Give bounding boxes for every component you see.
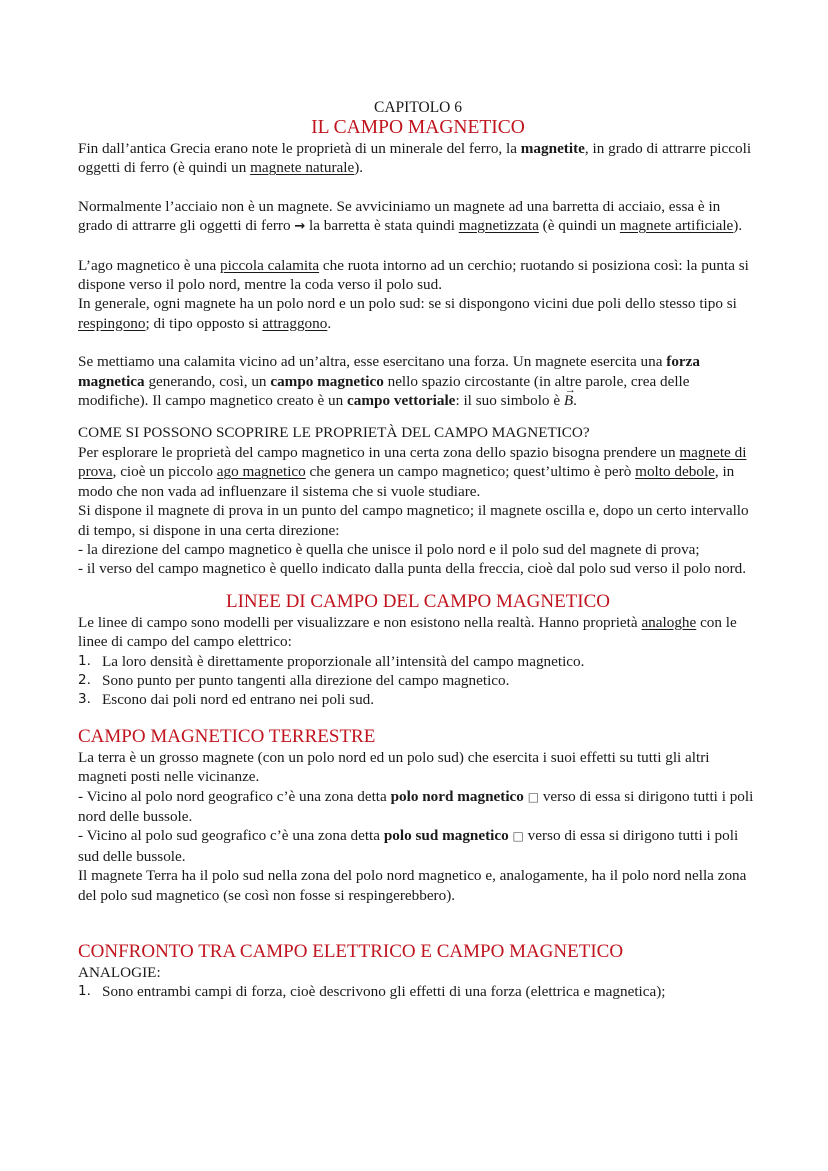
vector-b-symbol: → B: [564, 391, 573, 410]
text: Se mettiamo una calamita vicino ad un’altra, esse esercitano una forza. Un magnete esercita una: [78, 353, 667, 371]
list-text: Escono dai poli nord ed entrano nei poli sud.: [102, 691, 375, 709]
text: Fin dall’antica Grecia erano note le proprietà di un minerale del ferro, la: [78, 140, 521, 157]
field-lines-list: [78, 652, 758, 710]
right-arrow-icon: →: [294, 219, 306, 235]
text: .: [327, 314, 332, 332]
text: la barretta è stata quindi: [305, 217, 459, 235]
text: , cioè un piccolo: [112, 463, 217, 481]
list-number: 3.: [78, 691, 91, 708]
text: (è quindi un: [538, 217, 620, 235]
list-item: [78, 671, 758, 690]
underlined-term: respingono: [78, 314, 146, 332]
text: ).: [733, 217, 743, 235]
comparison-list: [78, 982, 758, 1001]
earth-paragraph-north: [78, 787, 758, 827]
discover-paragraph-probe: [78, 443, 758, 501]
text: In generale, ogni magnete ha un polo nord e un polo sud: se si dispongono vicini due poli dello stesso tipo si: [78, 295, 737, 313]
text: verso di essa si dirigono tutti i poli sud delle bussole.: [78, 827, 739, 865]
page-title: IL CAMPO MAGNETICO: [311, 117, 525, 138]
earth-paragraph-conclusion: Il magnete Terra ha il polo sud nella zona del polo nord magnetico e, analogamente, ha il polo nord nella zona del polo sud magnetico (se così non fosse si respingerebbero).: [78, 867, 747, 904]
text: - Vicino al polo nord geografico c’è una zona detta: [78, 787, 391, 805]
list-text: Sono entrambi campi di forza, cioè descrivono gli effetti di una forza (elettrica e magnetica);: [102, 983, 666, 1001]
text: che ruota intorno ad un cerchio; ruotando si posiziona così: la punta si dispone verso il polo nord, mentre la coda verso il polo sud.: [78, 256, 749, 294]
intro-paragraph-poles: [78, 294, 758, 333]
list-number: 1.: [78, 652, 91, 669]
list-item: [78, 982, 758, 1001]
text: ).: [354, 159, 364, 177]
list-item: [78, 690, 758, 709]
text: con le linee di campo del campo elettrico:: [78, 613, 737, 651]
earth-paragraph-south: [78, 826, 758, 866]
underlined-term: magnete artificiale: [619, 217, 734, 235]
underlined-term: magnete di prova: [78, 443, 747, 481]
section-heading-comparison: CONFRONTO TRA CAMPO ELETTRICO E CAMPO MAGNETICO: [78, 941, 624, 962]
list-text: La loro densità è direttamente proporzionale all’intensità del campo magnetico.: [102, 652, 585, 670]
list-item: [78, 652, 758, 671]
list-number: 1.: [78, 983, 91, 1000]
text: verso di essa si dirigono tutti i poli nord delle bussole.: [78, 787, 754, 825]
text: - Vicino al polo sud geografico c’è una zona detta: [78, 827, 384, 845]
missing-glyph-icon: □: [512, 829, 524, 844]
discover-paragraph-verse: - il verso del campo magnetico è quello indicato dalla punta della freccia, cioè dal polo sud verso il polo nord.: [78, 560, 747, 578]
underlined-term: ago magnetico: [216, 463, 306, 481]
bold-term-magnetite: magnetite: [520, 140, 585, 157]
underlined-term: piccola calamita: [219, 256, 320, 274]
text: .: [573, 392, 577, 410]
section-heading-discover: COME SI POSSONO SCOPRIRE LE PROPRIETÀ DEL CAMPO MAGNETICO?: [78, 424, 590, 442]
text: Le linee di campo sono modelli per visualizzare e non esistono nella realtà. Hanno proprietà: [78, 613, 642, 631]
text: Per esplorare le proprietà del campo magnetico in una certa zona dello spazio bisogna prendere un: [78, 443, 680, 461]
intro-paragraph-needle: [78, 256, 758, 295]
text: : il suo simbolo è: [455, 392, 564, 410]
text: nello spazio circostante (in altre parole, crea delle modifiche). Il campo magnetico creato è un: [78, 372, 690, 410]
bold-term: campo magnetico: [270, 372, 384, 390]
underlined-term: magnete naturale: [250, 159, 355, 177]
chapter-label: CAPITOLO 6: [374, 99, 462, 116]
missing-glyph-icon: □: [527, 789, 540, 804]
text: L’ago magnetico è una: [78, 256, 220, 274]
section-heading-field-lines: LINEE DI CAMPO DEL CAMPO MAGNETICO: [225, 590, 611, 612]
discover-paragraph-oscillate: Si dispone il magnete di prova in un punto del campo magnetico; il magnete oscilla e, dopo un certo intervallo di tempo, si dispone in una certa direzione:: [78, 502, 749, 539]
discover-paragraph-direction: - la direzione del campo magnetico è quella che unisce il polo nord e il polo sud del magnete di prova;: [78, 540, 700, 558]
text: che genera un campo magnetico; quest’ultimo è però: [305, 463, 636, 481]
text: , in grado di attrarre piccoli oggetti di ferro (è quindi un: [78, 140, 752, 177]
underlined-term: magnetizzata: [458, 217, 539, 235]
underlined-term: attraggono: [262, 314, 328, 332]
bold-term: polo nord magnetico: [390, 787, 524, 805]
intro-paragraph-magnetite: [78, 139, 758, 178]
list-text: Sono punto per punto tangenti alla direzione del campo magnetico.: [102, 671, 510, 689]
underlined-term: molto debole: [635, 463, 715, 481]
document-page: [78, 98, 758, 1002]
text: generando, così, un: [144, 372, 271, 390]
list-number: 2.: [78, 671, 91, 688]
field-lines-intro: [78, 613, 758, 652]
bold-term: forza magnetica: [78, 353, 700, 390]
underlined-term: analoghe: [641, 613, 697, 631]
intro-paragraph-force: [78, 352, 758, 410]
text: ; di tipo opposto si: [145, 314, 263, 332]
bold-term: polo sud magnetico: [383, 827, 509, 845]
text: , in modo che non vada ad influenzare il sistema che si vuole studiare.: [78, 463, 735, 500]
text: Normalmente l’acciaio non è un magnete. Se avviciniamo un magnete ad una barretta di acciaio, essa è in grado di attrarre gli oggetti di ferro: [78, 197, 721, 235]
bold-term: campo vettoriale: [347, 392, 456, 410]
intro-paragraph-steel: [78, 197, 758, 237]
earth-paragraph-intro: La terra è un grosso magnete (con un polo nord ed un polo sud) che esercita i suoi effetti su tutti gli altri magneti posti nelle vicinanze.: [78, 748, 710, 786]
section-heading-earth: CAMPO MAGNETICO TERRESTRE: [78, 725, 376, 747]
comparison-subheading: ANALOGIE:: [78, 964, 161, 981]
